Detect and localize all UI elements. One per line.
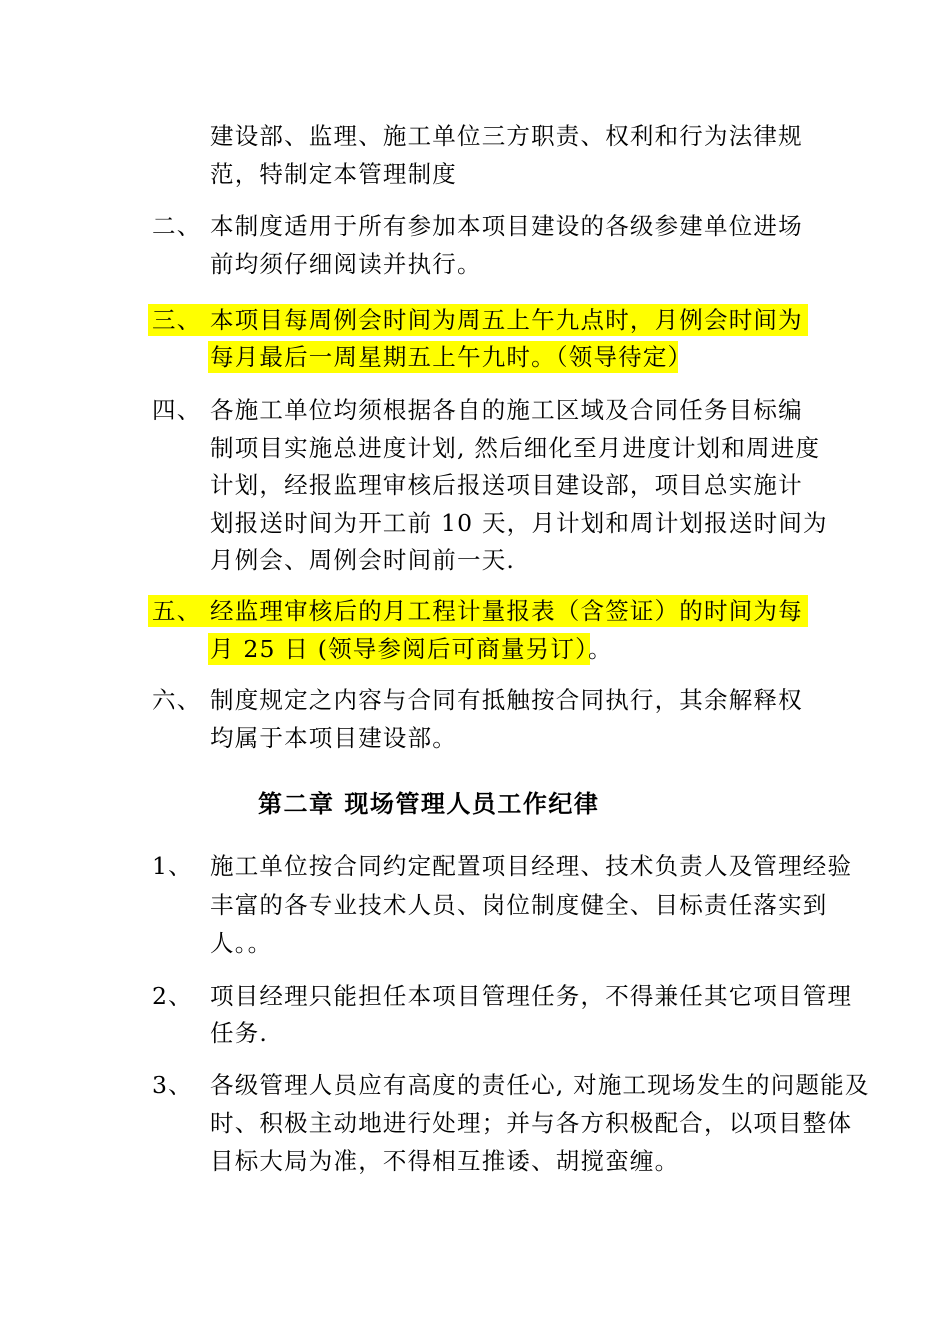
paragraph-line: 范，特制定本管理制度 xyxy=(210,160,457,188)
chapter-heading: 第二章 现场管理人员工作纪律 xyxy=(258,790,600,818)
paragraph-line: 建设部、监理、施工单位三方职责、权利和行为法律规 xyxy=(210,122,803,150)
paragraph-line: 施工单位按合同约定配置项目经理、技术负责人及管理经验 xyxy=(210,852,853,880)
paragraph-line: 前均须仔细阅读并执行。 xyxy=(210,250,482,278)
paragraph-line: 项目经理只能担任本项目管理任务，不得兼任其它项目管理 xyxy=(210,982,853,1010)
item-number: 四、 xyxy=(152,396,202,424)
paragraph-line: 丰富的各专业技术人员、岗位制度健全、目标责任落实到 xyxy=(210,891,828,919)
paragraph-line: 制度规定之内容与合同有抵触按合同执行，其余解释权 xyxy=(210,686,803,714)
paragraph-line: 人。。 xyxy=(210,929,273,957)
paragraph-line: 时、积极主动地进行处理；并与各方积极配合，以项目整体 xyxy=(210,1109,853,1137)
paragraph-line: 计划，经报监理审核后报送项目建设部，项目总实施计 xyxy=(210,471,803,499)
paragraph-line: 月 25 日 (领导参阅后可商量另订）。 xyxy=(210,635,613,663)
paragraph-line: 制项目实施总进度计划, 然后细化至月进度计划和周进度 xyxy=(210,434,821,462)
item-number: 二、 xyxy=(152,212,202,240)
paragraph-line: 经监理审核后的月工程计量报表（含签证）的时间为每 xyxy=(210,597,803,625)
item-number: 1、 xyxy=(152,852,193,880)
paragraph-line: 月例会、周例会时间前一天. xyxy=(210,546,516,574)
paragraph-line: 划报送时间为开工前 10 天，月计划和周计划报送时间为 xyxy=(210,509,828,537)
paragraph-line: 每月最后一周星期五上午九时。（领导待定） xyxy=(210,343,693,371)
item-number: 三、 xyxy=(152,306,202,334)
paragraph-line: 本项目每周例会时间为周五上午九点时，月例会时间为 xyxy=(210,306,803,334)
item-number: 3、 xyxy=(152,1071,193,1099)
paragraph-line: 各级管理人员应有高度的责任心, 对施工现场发生的问题能及 xyxy=(210,1071,870,1099)
paragraph-line: 各施工单位均须根据各自的施工区域及合同任务目标编 xyxy=(210,396,803,424)
paragraph-line: 任务. xyxy=(210,1019,269,1047)
item-number: 六、 xyxy=(152,686,202,714)
paragraph-line: 目标大局为准，不得相互推诿、胡搅蛮缠。 xyxy=(210,1147,680,1175)
item-number: 2、 xyxy=(152,982,193,1010)
paragraph-line: 本制度适用于所有参加本项目建设的各级参建单位进场 xyxy=(210,212,803,240)
paragraph-line: 均属于本项目建设部。 xyxy=(210,724,457,752)
item-number: 五、 xyxy=(152,597,202,625)
